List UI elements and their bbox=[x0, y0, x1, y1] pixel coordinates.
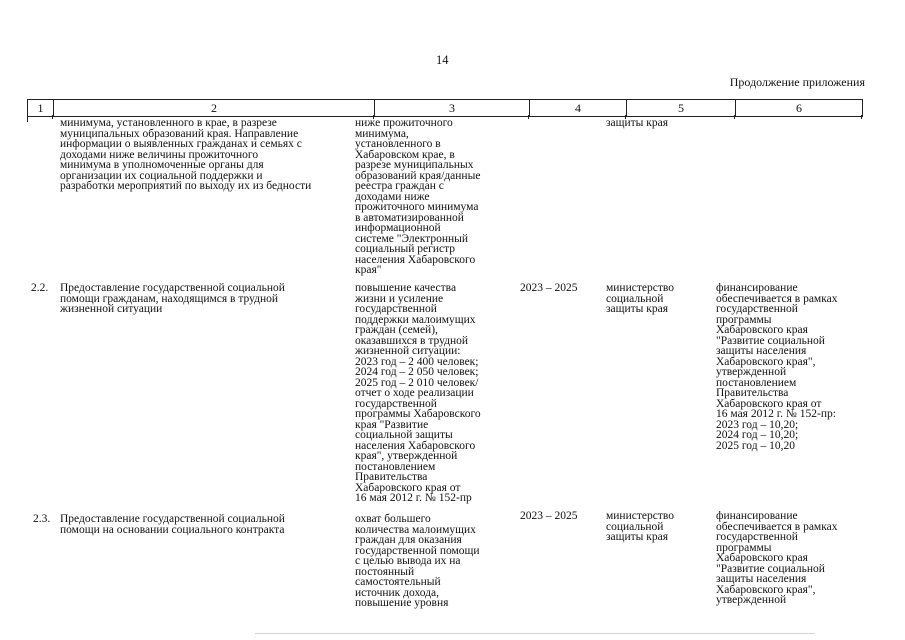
row-result: повышение качества жизни и усиление государственной поддержки малоимущих граждан (семей), оказавшихся в трудной жизненной ситуации: 2023 год – 2 400 человек; 2024 год – 2 050 человек; 2025 год – 2 010 человек/ отчет о ходе реализации государственной программы Хабаровского края "Развитие социальной защиты населения Хабаровского края", утвержденной постановлением Правительства Хабаровского края от 16 мая 2012 г. № 152-пр bbox=[355, 282, 481, 504]
page-number: 14 bbox=[436, 53, 449, 67]
row-executor: министерство социальной защиты края bbox=[606, 510, 674, 543]
row-result: охват большего количества малоимущих граждан для оказания государственной помощи с целью вывода их на постоянный самостоятельный источник дохода, повышение уровня bbox=[355, 513, 480, 609]
header-col-5: 5 bbox=[626, 100, 735, 116]
row-number: 2.2. bbox=[31, 282, 49, 294]
header-col-4: 4 bbox=[529, 100, 626, 116]
header-col-3: 3 bbox=[374, 100, 529, 116]
row-number: 2.3. bbox=[33, 513, 51, 525]
column-rule bbox=[861, 115, 862, 119]
row-measure: минимума, установленного в крае, в разрезе муниципальных образований края. Направление информации о выявленных гражданах и семьях с доходами ниже величины прожиточного минимума в уполномоченные органы для организации их социальной поддержки и разработки мероприятий по выходу их из бедности bbox=[60, 117, 312, 192]
row-result: ниже прожиточного минимума, установленного в Хабаровском крае, в разрезе муниципальных образований края/данные реестра граждан с доходами ниже прожиточного минимума в автоматизированной информационной системе "Электронный социальный регистр населения Хабаровского края" bbox=[355, 117, 481, 276]
header-col-6: 6 bbox=[735, 100, 862, 116]
scan-artifact bbox=[255, 633, 815, 634]
row-period: 2023 – 2025 bbox=[520, 282, 578, 294]
row-funding: финансирование обеспечивается в рамках государственной программы Хабаровского края "Развитие социальной защиты населения Хабаровского края", утвержденной bbox=[716, 510, 838, 606]
table-left-rule bbox=[27, 115, 28, 122]
table-header bbox=[27, 99, 863, 117]
column-rule bbox=[528, 115, 529, 119]
header-col-1: 1 bbox=[37, 101, 44, 115]
row-executor: министерство социальной защиты края bbox=[606, 282, 674, 315]
header-col-2: 2 bbox=[53, 100, 374, 116]
continuation-label: Продолжение приложения bbox=[729, 75, 865, 89]
row-executor: защиты края bbox=[606, 117, 669, 129]
row-funding: финансирование обеспечивается в рамках государственной программы Хабаровского края "Развитие социальной защиты населения Хабаровского края", утвержденной постановлением Правительства Хабаровского края от 16 мая 2012 г. № 152-пр: 2023 год – 10,20; 2024 год – 10,20; 2025 год – 10,20 bbox=[716, 282, 838, 452]
row-period: 2023 – 2025 bbox=[520, 510, 578, 522]
column-rule bbox=[52, 115, 53, 119]
column-rule bbox=[734, 115, 735, 119]
row-measure: Предоставление государственной социальной помощи гражданам, находящимся в трудной жизненной ситуации bbox=[60, 282, 285, 315]
row-measure: Предоставление государственной социальной помощи на основании социального контракта bbox=[60, 513, 285, 536]
